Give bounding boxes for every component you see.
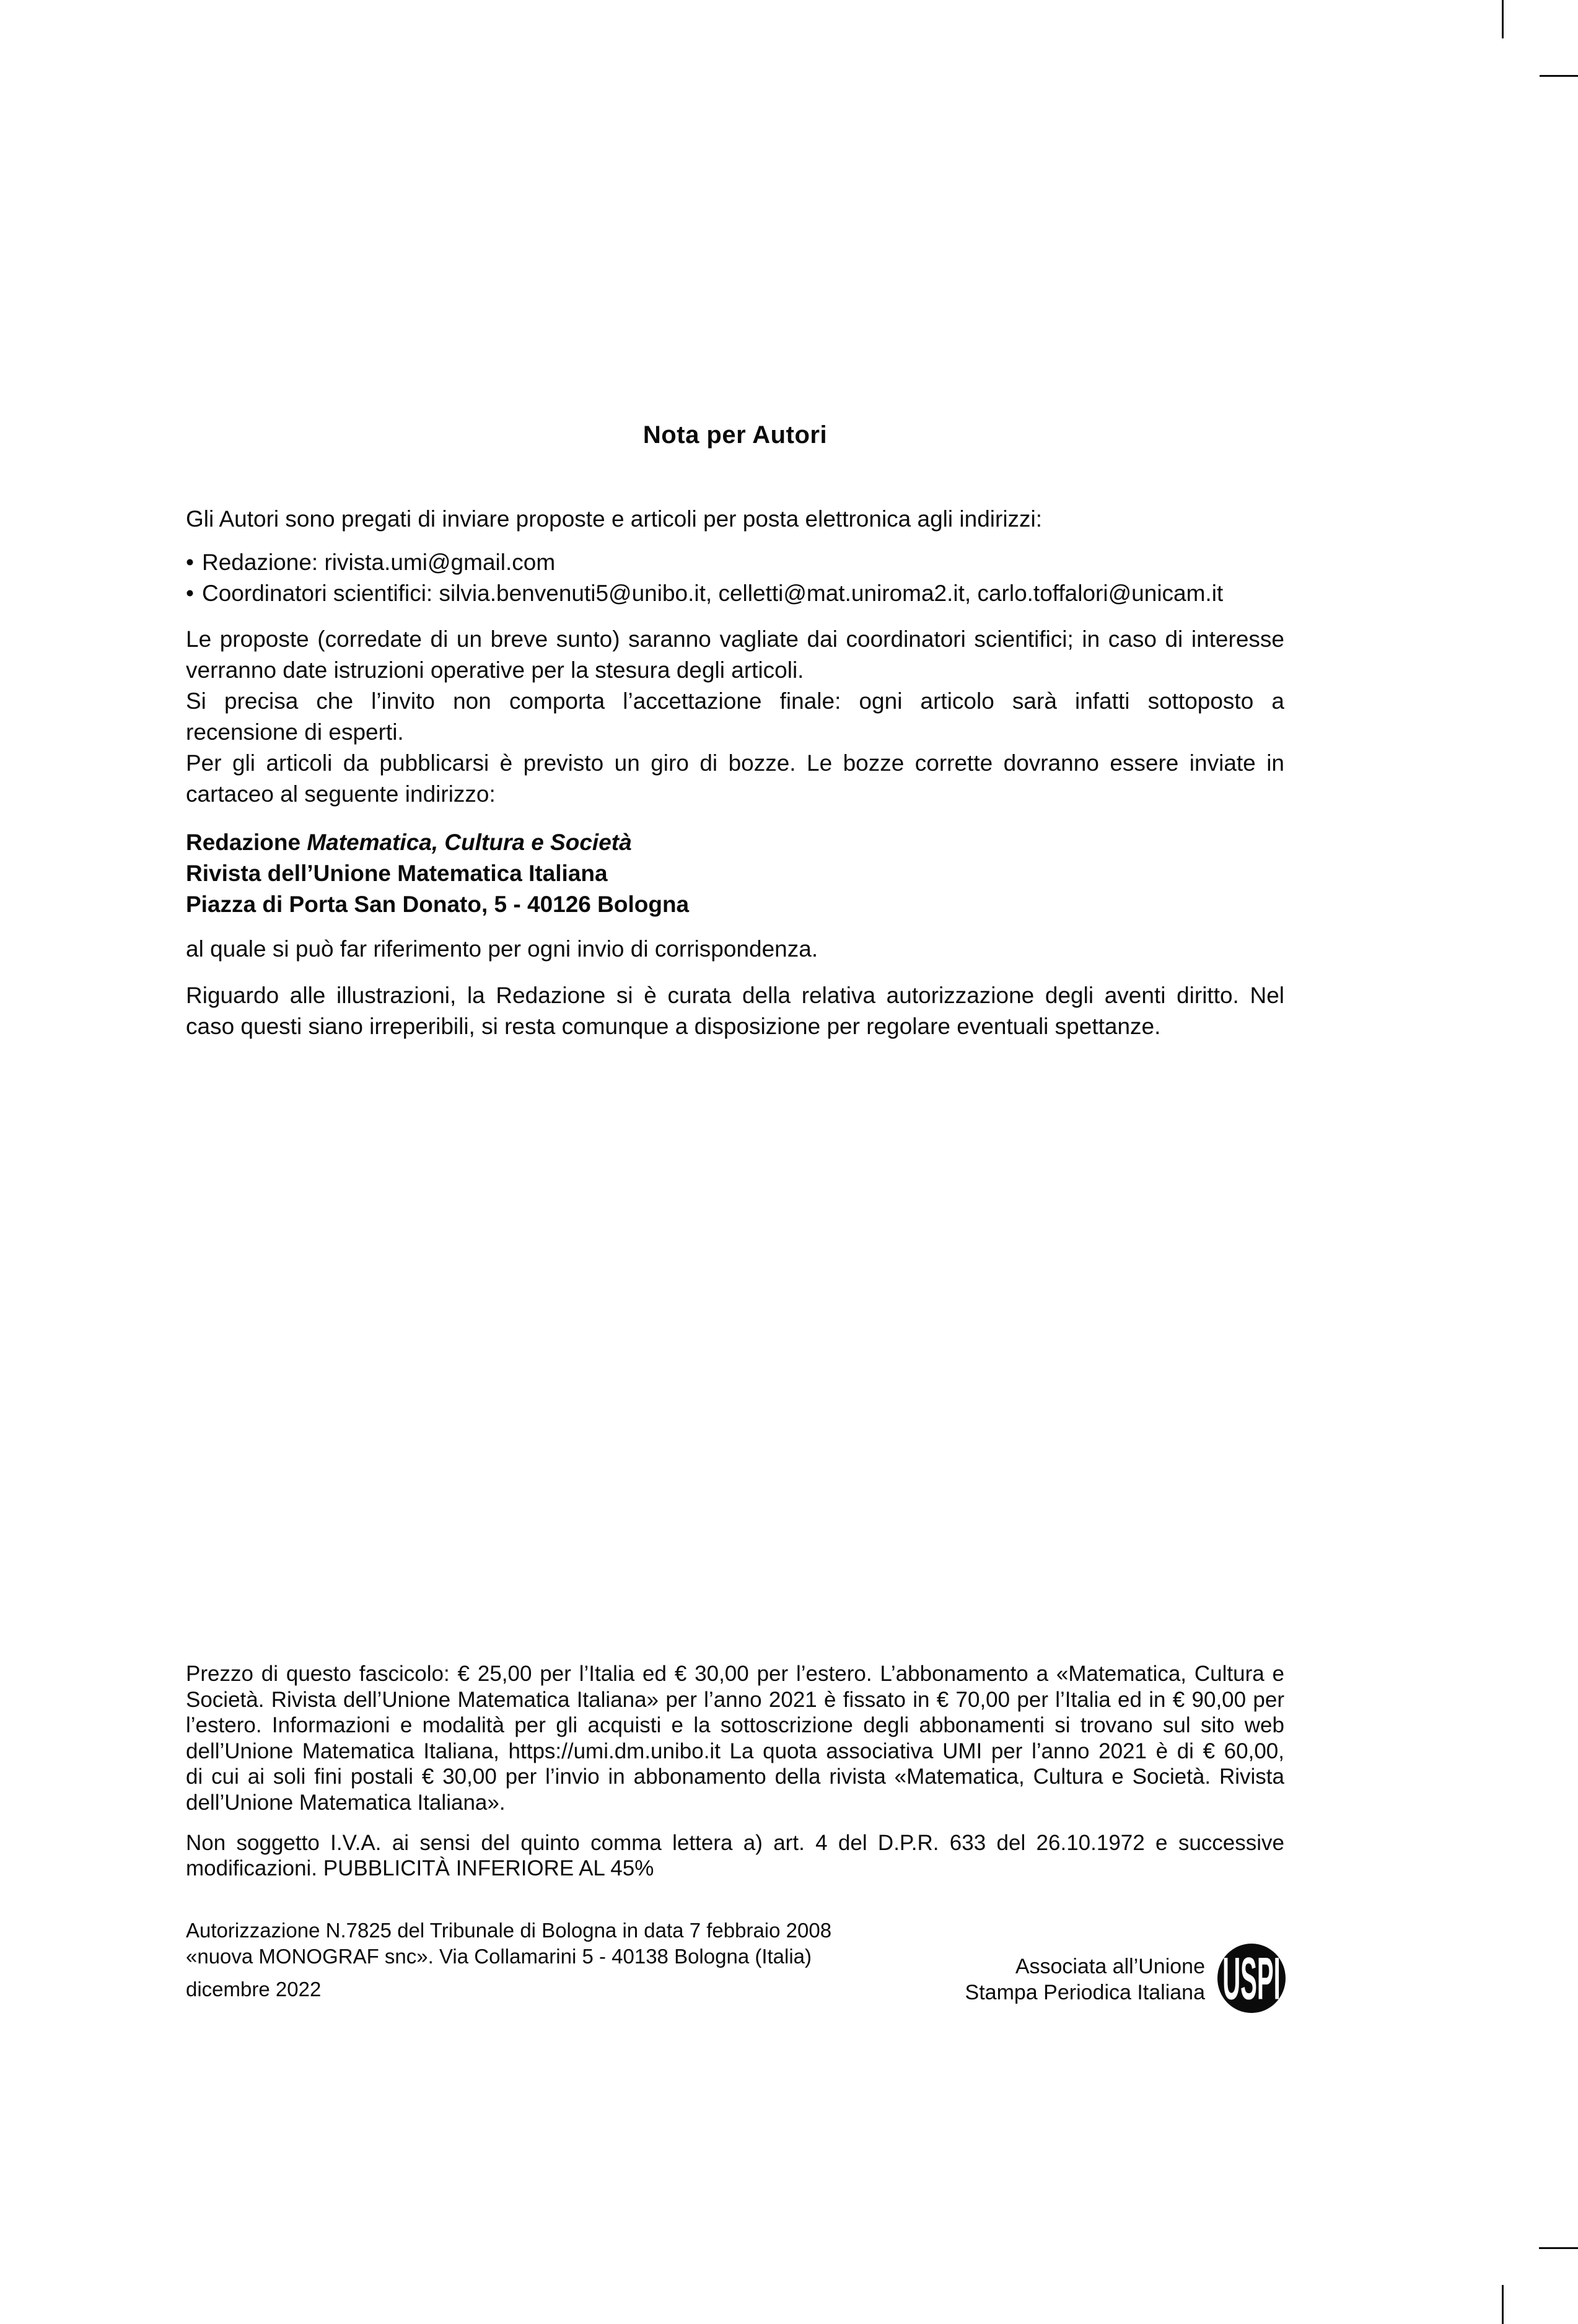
address-line-2: Rivista dell’Unione Matematica Italiana <box>186 861 608 886</box>
crop-mark-bottom-right-vertical <box>1502 2285 1504 2324</box>
uspi-line-1: Associata all’Unione <box>1015 1955 1205 1978</box>
paragraph-line: Le proposte (corredate di un breve sunto) saranno vagliate dai coordinatori scientifici; in caso di interesse <box>186 626 1284 652</box>
paragraph-line: di cui ai soli fini postali € 30,00 per l’invio in abbonamento della rivista «Matematica, Cultura e Società. Rivista <box>186 1765 1284 1789</box>
reference-note: al quale si può far riferimento per ogni invio di corrispondenza. <box>186 936 818 962</box>
paragraph-line: caso questi siano irreperibili, si resta comunque a disposizione per regolare eventuali spettanze. <box>186 1014 1161 1039</box>
paragraph-line: Si precisa che l’invito non comporta l’accettazione finale: ogni articolo sarà infatti sottoposto a <box>186 688 1284 714</box>
paragraph-line: recensione di esperti. <box>186 719 404 745</box>
paragraph-line: modificazioni. PUBBLICITÀ INFERIORE AL 45% <box>186 1856 654 1880</box>
crop-mark-top-right-horizontal <box>1540 75 1578 77</box>
list-item-redazione <box>186 547 1284 578</box>
paragraph-line: Prezzo di questo fascicolo: € 25,00 per l’Italia ed € 30,00 per l’estero. L’abbonamento a «Matematica, Cultura e <box>186 1662 1284 1686</box>
paragraph-line: Non soggetto I.V.A. ai sensi del quinto comma lettera a) art. 4 del D.P.R. 633 del 26.10.1972 e successive <box>186 1831 1284 1855</box>
list-item-coordinatori <box>186 578 1284 609</box>
redazione-email: Redazione: rivista.umi@gmail.com <box>202 550 556 575</box>
paragraph-line: Società. Rivista dell’Unione Matematica Italiana» per l’anno 2021 è fissato in € 70,00 per l’Italia ed in € 90,00 per <box>186 1687 1284 1712</box>
paragraph-line: Per gli articoli da pubblicarsi è previsto un giro di bozze. Le bozze corrette dovranno essere inviate in <box>186 750 1284 776</box>
journal-name-italic: Matematica, Cultura e Società <box>307 830 632 855</box>
uspi-logo-letters: USPI <box>1222 1944 1281 2012</box>
uspi-logo-svg <box>1217 1943 1286 2014</box>
bullet-icon: • <box>186 550 194 575</box>
submission-rules <box>186 624 1284 810</box>
crop-mark-top-right-vertical <box>1502 0 1504 38</box>
address-prefix: Redazione <box>186 830 307 855</box>
email-list <box>186 547 1284 609</box>
issue-date: dicembre 2022 <box>186 1978 322 2001</box>
crop-mark-bottom-right-horizontal <box>1539 2247 1578 2249</box>
printer-line: «nuova MONOGRAF snc». Via Collamarini 5 - 40138 Bologna (Italia) <box>186 1945 812 1968</box>
intro-lead: Gli Autori sono pregati di inviare proposte e articoli per posta elettronica agli indirizzi: <box>186 506 1043 532</box>
address-line-3: Piazza di Porta San Donato, 5 - 40126 Bologna <box>186 892 690 917</box>
illustrations-note <box>186 980 1284 1042</box>
pricing-block <box>186 1661 1284 1815</box>
uspi-logo-icon <box>1217 1943 1286 2014</box>
uspi-line-2: Stampa Periodica Italiana <box>965 1981 1205 2004</box>
editorial-address <box>186 827 1284 920</box>
paragraph-line: cartaceo al seguente indirizzo: <box>186 781 496 807</box>
page-title: Nota per Autori <box>642 421 828 449</box>
paragraph-line: Riguardo alle illustrazioni, la Redazione si è curata della relativa autorizzazione degli aventi diritto. Nel <box>186 983 1284 1008</box>
coordinatori-emails: Coordinatori scientifici: silvia.benvenuti5@unibo.it, celletti@mat.uniroma2.it, carlo.toffalori@unicam.it <box>202 581 1224 606</box>
paragraph-line: verranno date istruzioni operative per la stesura degli articoli. <box>186 657 804 683</box>
paragraph-line: dell’Unione Matematica Italiana, https://umi.dm.unibo.it La quota associativa UMI per l’anno 2021 è di € 60,00, <box>186 1739 1284 1763</box>
bullet-icon: • <box>186 581 194 606</box>
paragraph-line: l’estero. Informazioni e modalità per gli acquisti e la sottoscrizione degli abbonamenti si trovano sul sito web <box>186 1713 1284 1737</box>
vat-note <box>186 1830 1284 1881</box>
address-line-1 <box>186 827 1284 858</box>
paragraph-line: dell’Unione Matematica Italiana». <box>186 1790 506 1815</box>
uspi-association-text <box>771 1953 1205 2006</box>
authorization-line: Autorizzazione N.7825 del Tribunale di Bologna in data 7 febbraio 2008 <box>186 1919 832 1942</box>
